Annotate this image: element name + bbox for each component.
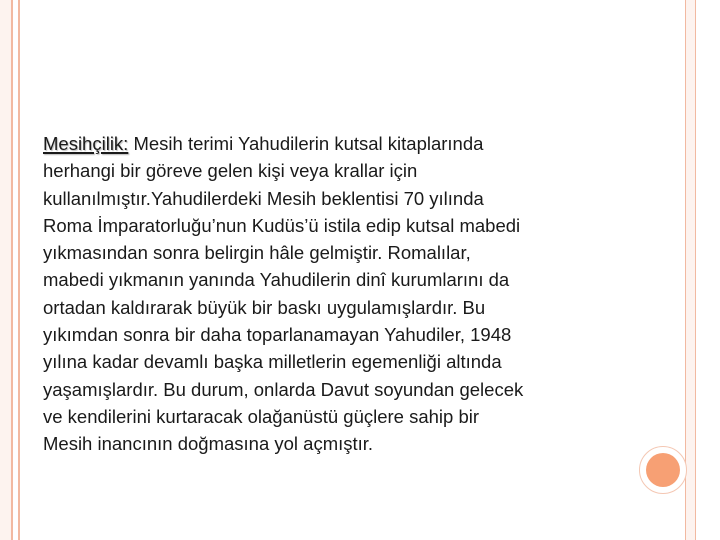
decor-circle-dot xyxy=(646,453,680,487)
left-decor-line-outer xyxy=(11,0,13,540)
left-decor-band xyxy=(0,0,11,540)
slide-text-block xyxy=(43,130,633,458)
term-definition: Mesih terimi Yahudilerin kutsal kitaplarında herhangi bir göreve gelen kişi veya krallar için kullanılmıştır.Yahudilerdeki Mesih beklentisi 70 yılında Roma İmparatorluğu’nun Kudüs’ü istila edip kutsal mabedi yıkmasından sonra belirgin hâle gelmiştir. Romalılar, mabedi yıkmanın yanında Yahudilerin dinî kurumlarını da ortadan kaldırarak büyük bir baskı uygulamışlardır. Bu yıkımdan sonra bir daha toparlanamayan Yahudiler, 1948 yılına kadar devamlı başka milletlerin egemenliği altında yaşamışlardır. Bu durum, onlarda Davut soyundan gelecek ve kendilerini kurtaracak olağanüstü güçlere sahip bir Mesih inancının doğmasına yol açmıştır. xyxy=(43,133,524,455)
right-decor-line-inner xyxy=(685,0,686,540)
term-heading: Mesihçilik: xyxy=(43,133,129,154)
left-decor-line-inner xyxy=(18,0,20,540)
right-decor-line-outer xyxy=(695,0,696,540)
